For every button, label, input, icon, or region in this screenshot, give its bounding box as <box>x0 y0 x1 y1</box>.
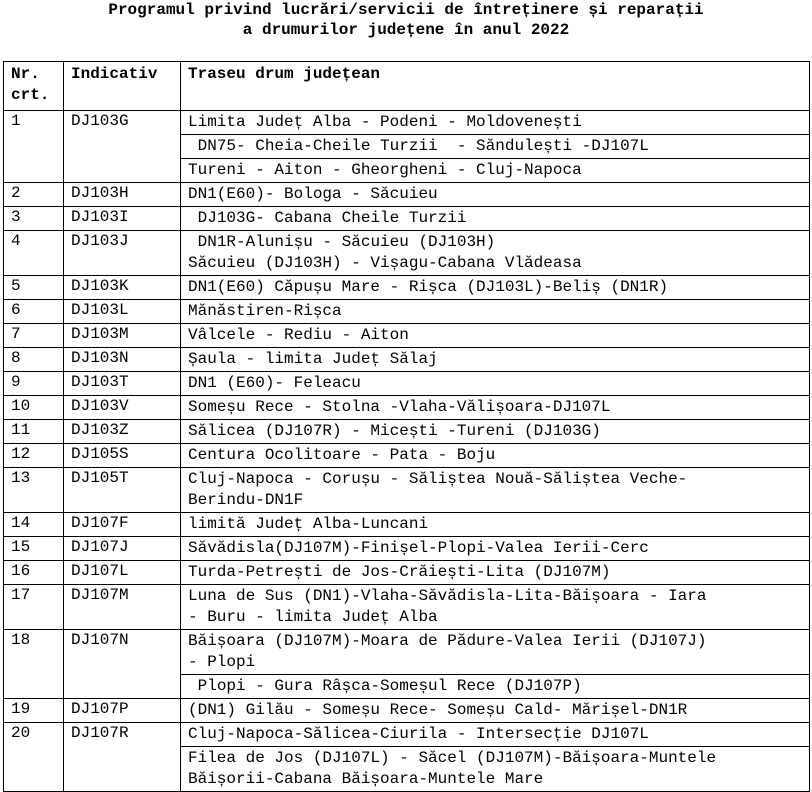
header-nr-crt: Nr. crt. <box>4 62 64 111</box>
road-code: DJ107F <box>64 513 181 537</box>
road-route <box>181 348 810 372</box>
table-row <box>4 537 810 561</box>
road-code: DJ103T <box>64 372 181 396</box>
road-code: DJ107P <box>64 699 181 723</box>
road-code: DJ103V <box>64 396 181 420</box>
road-route <box>181 324 810 348</box>
header-traseu: Traseu drum județean <box>181 62 810 111</box>
road-code: DJ103N <box>64 348 181 372</box>
route-segment: DN1R-Alunișu - Săcuieu (DJ103H) Săcuieu (DJ103H) - Vișagu-Cabana Vlădeasa <box>188 233 582 272</box>
table-row <box>4 276 810 300</box>
route-segment: Cluj-Napoca - Corușu - Săliștea Nouă-Săliștea Veche- Berindu-DN1F <box>188 470 688 509</box>
road-route <box>181 444 810 468</box>
road-route <box>181 630 810 699</box>
row-number: 8 <box>4 348 64 372</box>
route-segment: Mănăstiren-Rișca <box>188 302 342 320</box>
route-segment: Limita Județ Alba - Podeni - Moldovenești <box>188 113 582 131</box>
route-segment: (DN1) Gilău - Someșu Rece- Someșu Cald- Mărișel-DN1R <box>188 701 688 719</box>
table-row <box>4 699 810 723</box>
row-number: 16 <box>4 561 64 585</box>
route-segment: Luna de Sus (DN1)-Vlaha-Săvădisla-Lita-Băișoara - Iara - Buru - limita Județ Alba <box>188 587 707 626</box>
row-number: 18 <box>4 630 64 699</box>
road-code: DJ107J <box>64 537 181 561</box>
road-code: DJ103K <box>64 276 181 300</box>
road-route <box>181 111 810 183</box>
row-number: 19 <box>4 699 64 723</box>
road-code: DJ103M <box>64 324 181 348</box>
table-row <box>4 183 810 207</box>
table-row <box>4 630 810 699</box>
row-number: 14 <box>4 513 64 537</box>
route-segment: Filea de Jos (DJ107L) - Săcel (DJ107M)-Băișoara-Muntele Băișorii-Cabana Băișoara-Muntele Mare <box>181 746 809 791</box>
table-row <box>4 300 810 324</box>
route-segment: Săvădisla(DJ107M)-Finișel-Plopi-Valea Ierii-Cerc <box>188 539 649 557</box>
title-line-1: Programul privind lucrări/servicii de întreținere și reparații <box>108 1 704 19</box>
road-code: DJ105S <box>64 444 181 468</box>
road-route <box>181 699 810 723</box>
route-segment: DN1(E60)- Bologa - Săcuieu <box>188 185 438 203</box>
road-route <box>181 561 810 585</box>
route-segment: Plopi - Gura Râșca-Someșul Rece (DJ107P) <box>181 674 809 698</box>
row-number: 11 <box>4 420 64 444</box>
route-segment: Cluj-Napoca-Sălicea-Ciurila - Intersecție DJ107L <box>188 725 649 743</box>
road-route <box>181 537 810 561</box>
title-line-2: a drumurilor județene în anul 2022 <box>242 21 570 39</box>
table-body <box>4 111 810 792</box>
road-code: DJ103J <box>64 231 181 276</box>
table-header-row <box>4 62 810 111</box>
row-number: 12 <box>4 444 64 468</box>
table-row <box>4 420 810 444</box>
row-number: 13 <box>4 468 64 513</box>
road-route <box>181 723 810 792</box>
table-row <box>4 444 810 468</box>
road-route <box>181 585 810 630</box>
road-route <box>181 513 810 537</box>
road-route <box>181 372 810 396</box>
row-number: 4 <box>4 231 64 276</box>
route-segment: DJ103G- Cabana Cheile Turzii <box>188 209 467 227</box>
row-number: 15 <box>4 537 64 561</box>
table-row <box>4 324 810 348</box>
row-number: 9 <box>4 372 64 396</box>
row-number: 2 <box>4 183 64 207</box>
route-segment: Centura Ocolitoare - Pata - Boju <box>188 446 496 464</box>
road-code: DJ107N <box>64 630 181 699</box>
table-row <box>4 723 810 792</box>
road-code: DJ105T <box>64 468 181 513</box>
table-row <box>4 468 810 513</box>
table-row <box>4 231 810 276</box>
header-indicativ: Indicativ <box>64 62 181 111</box>
road-route <box>181 207 810 231</box>
route-segment: Tureni - Aiton - Gheorgheni - Cluj-Napoca <box>181 158 809 182</box>
route-segment: limită Județ Alba-Luncani <box>188 515 429 533</box>
route-segment: DN1(E60) Căpușu Mare - Rișca (DJ103L)-Beliș (DN1R) <box>188 278 669 296</box>
road-code: DJ103Z <box>64 420 181 444</box>
road-code: DJ103L <box>64 300 181 324</box>
route-segment: Turda-Petrești de Jos-Crăiești-Lita (DJ107M) <box>188 563 611 581</box>
road-route <box>181 420 810 444</box>
table-row <box>4 513 810 537</box>
road-route <box>181 276 810 300</box>
route-segment: Vâlcele - Rediu - Aiton <box>188 326 409 344</box>
road-code: DJ103I <box>64 207 181 231</box>
road-code: DJ107R <box>64 723 181 792</box>
row-number: 1 <box>4 111 64 183</box>
road-route <box>181 183 810 207</box>
roads-table <box>3 61 810 792</box>
row-number: 3 <box>4 207 64 231</box>
road-code: DJ103G <box>64 111 181 183</box>
row-number: 10 <box>4 396 64 420</box>
route-segment: DN1 (E60)- Feleacu <box>188 374 361 392</box>
road-route <box>181 468 810 513</box>
table-row <box>4 561 810 585</box>
road-code: DJ107L <box>64 561 181 585</box>
row-number: 7 <box>4 324 64 348</box>
row-number: 20 <box>4 723 64 792</box>
road-code: DJ103H <box>64 183 181 207</box>
row-number: 5 <box>4 276 64 300</box>
table-row <box>4 372 810 396</box>
route-segment: DN75- Cheia-Cheile Turzii - Săndulești -DJ107L <box>181 134 809 158</box>
table-row <box>4 585 810 630</box>
table-row <box>4 348 810 372</box>
table-row <box>4 396 810 420</box>
route-segment: Șaula - limita Județ Sălaj <box>188 350 438 368</box>
route-segment: Băișoara (DJ107M)-Moara de Pădure-Valea Ierii (DJ107J) - Plopi <box>188 632 707 671</box>
road-route <box>181 396 810 420</box>
document-title <box>0 0 812 40</box>
row-number: 17 <box>4 585 64 630</box>
road-code: DJ107M <box>64 585 181 630</box>
table-row <box>4 207 810 231</box>
route-segment: Sălicea (DJ107R) - Micești -Tureni (DJ103G) <box>188 422 601 440</box>
row-number: 6 <box>4 300 64 324</box>
road-route <box>181 231 810 276</box>
table-row <box>4 111 810 183</box>
route-segment: Someșu Rece - Stolna -Vlaha-Vălișoara-DJ107L <box>188 398 611 416</box>
road-route <box>181 300 810 324</box>
